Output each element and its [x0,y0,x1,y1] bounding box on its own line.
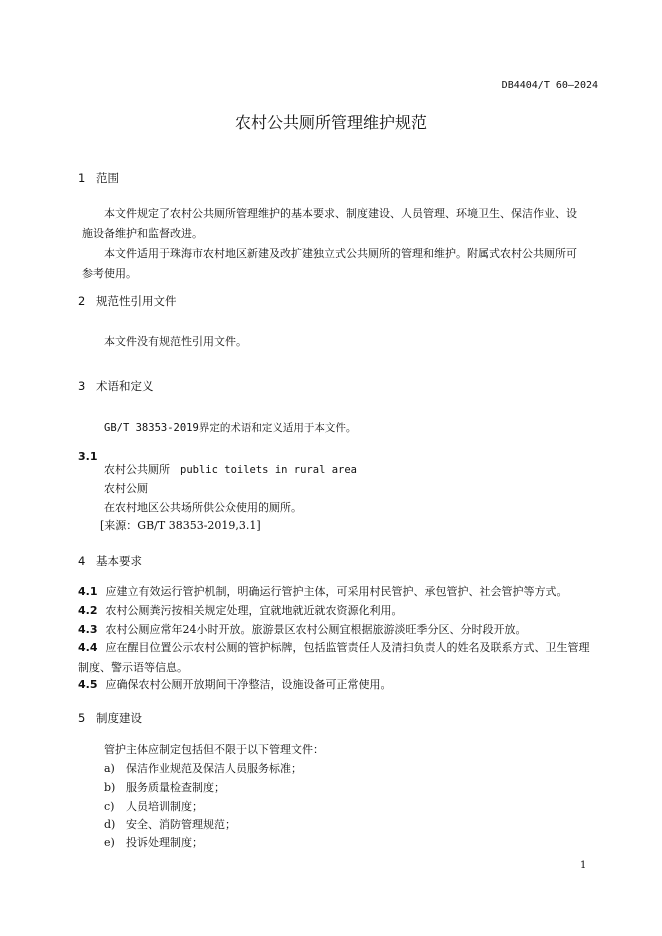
term-number: 3.1 [78,450,98,463]
section-title: 范围 [96,171,119,185]
section-title: 基本要求 [96,554,142,568]
paragraph: GB/T 38353-2019界定的术语和定义适用于本文件。 [104,422,357,434]
page-number: 1 [580,860,587,871]
term-name-zh: 农村公共厕所 [104,463,170,476]
section-number: 2 [78,294,86,308]
requirement-item [78,601,403,621]
requirement-number: 4.5 [78,678,98,691]
list-item [104,759,302,779]
requirement-item [78,638,598,678]
section-3-heading [78,378,154,394]
list-marker: c) [104,800,115,813]
section-4-heading [78,553,142,569]
requirement-text: 农村公厕粪污按相关规定处理，宜就地就近就农资源化利用。 [105,604,403,617]
list-marker: b) [104,781,116,794]
requirement-number: 4.1 [78,585,98,598]
requirement-item [78,675,392,695]
requirement-text: 农村公厕应常年24小时开放。旅游景区农村公厕宜根据旅游淡旺季分区、分时段开放。 [105,623,527,636]
list-marker: d) [104,818,116,831]
paragraph: 管护主体应制定包括但不限于以下管理文件： [104,743,324,756]
term-source: [来源：GB/T 38353-2019,3.1] [100,519,261,532]
list-marker: a) [104,762,115,775]
requirement-item [78,620,527,640]
term-definition: 在农村地区公共场所供公众使用的厕所。 [104,501,302,514]
document-code: DB4404/T 60—2024 [501,80,598,91]
section-number: 3 [78,379,86,393]
requirement-text: 应确保农村公厕开放期间干净整洁，设施设备可正常使用。 [105,678,392,691]
term-alias: 农村公厕 [104,482,148,495]
section-number: 1 [78,171,86,185]
paragraph: 本文件适用于珠海市农村地区新建及改扩建独立式公共厕所的管理和维护。附属式农村公共厕所可参考使用。 [82,247,577,280]
term-name-en: public toilets in rural area [180,464,358,476]
list-text: 安全、消防管理规范； [126,818,236,831]
section-5-heading [78,710,142,726]
list-marker: e) [104,836,115,849]
requirement-number: 4.4 [78,641,98,654]
list-item [104,815,236,835]
list-text: 人员培训制度； [126,800,203,813]
requirement-number: 4.2 [78,604,98,617]
list-text: 服务质量检查制度； [126,781,225,794]
section-title: 制度建设 [96,711,142,725]
section-title: 术语和定义 [96,379,154,393]
section-2-heading [78,293,177,309]
requirement-text: 应在醒目位置公示农村公厕的管护标牌，包括监管责任人及清扫负责人的姓名及联系方式、卫生管理制度、警示语等信息。 [78,641,590,674]
section-number: 5 [78,711,86,725]
list-item [104,778,225,798]
section-1-heading [78,170,119,186]
requirement-number: 4.3 [78,623,98,636]
paragraph: 本文件规定了农村公共厕所管理维护的基本要求、制度建设、人员管理、环境卫生、保洁作业、设施设备维护和监督改进。 [82,207,577,240]
requirement-item [78,582,568,602]
section-title: 规范性引用文件 [96,294,177,308]
term-name [104,460,357,480]
list-text: 保洁作业规范及保洁人员服务标准； [126,762,302,775]
requirement-text: 应建立有效运行管护机制，明确运行管护主体，可采用村民管护、承包管护、社会管护等方式。 [105,585,568,598]
list-item [104,797,203,817]
section-number: 4 [78,554,86,568]
list-item [104,833,203,853]
paragraph: 本文件没有规范性引用文件。 [104,335,247,348]
document-title: 农村公共厕所管理维护规范 [234,113,427,132]
list-text: 投诉处理制度； [126,836,203,849]
